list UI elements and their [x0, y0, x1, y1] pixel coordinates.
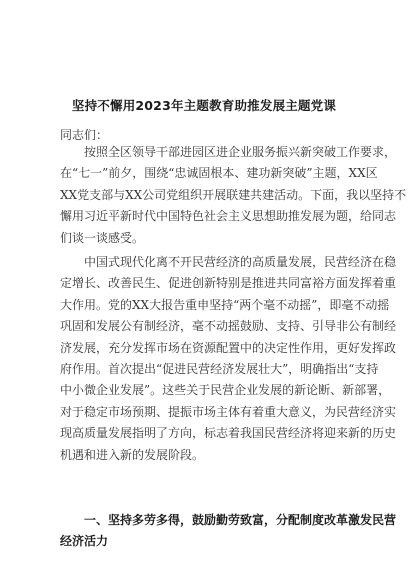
paragraph-line: 在“七一”前夕，围绕“忠诚固根本、建功新突破”主题，XX区 — [60, 166, 378, 181]
paragraph-line: 大作用。党的XX大报告重申坚持“两个毫不动摇”，即毫不动摇 — [60, 297, 390, 312]
paragraph-line: 济发展，充分发挥市场在资源配置中的决定性作用，更好发挥政 — [60, 340, 397, 355]
section-heading-1 — [60, 510, 397, 553]
paragraph-line: 府作用。首次提出“促进民营经济发展壮大”，明确指出“支持 — [60, 362, 379, 377]
paragraph-line: 巩固和发展公有制经济，毫不动摇鼓励、支持、引导非公有制经 — [60, 319, 397, 334]
heading-line: 经济活力 — [60, 534, 109, 549]
salutation: 同志们： — [60, 128, 109, 142]
paragraph-line: 定增长、改善民生、促进创新特别是推进共同富裕方面发挥着重 — [60, 276, 397, 291]
paragraph-line: 机遇和进入新的发展阶段。 — [60, 447, 205, 462]
paragraph-line: XX党支部与XX公司党组织开展联建共建活动。下面，我以坚持不 — [60, 187, 407, 202]
heading-line: 一、坚持多劳多得，鼓励勤劳致富，分配制度改革激发民营 — [84, 513, 397, 527]
paragraph-line: 中小微企业发展”。这些关于民营企业发展的新论断、新部署， — [60, 383, 391, 398]
paragraph-line: 对于稳定市场预期、提振市场主体有着重大意义，为民营经济实 — [60, 404, 397, 419]
paragraph-line: 们谈一谈感受。 — [60, 230, 145, 245]
paragraph-line: 现高质量发展指明了方向，标志着我国民营经济将迎来新的历史 — [60, 426, 397, 441]
document-title: 坚持不懈用2023年主题教育助推发展主题党课 — [71, 98, 337, 113]
paragraph-line: 懈用习近平新时代中国特色社会主义思想助推发展为题，给同志 — [60, 209, 397, 224]
paragraph-2 — [60, 252, 397, 466]
paragraph-1 — [60, 142, 407, 249]
paragraph-line: 中国式现代化离不开民营经济的高质量发展，民营经济在稳 — [84, 255, 397, 269]
paragraph-line: 按照全区领导干部进园区进企业服务振兴新突破工作要求， — [84, 145, 397, 159]
